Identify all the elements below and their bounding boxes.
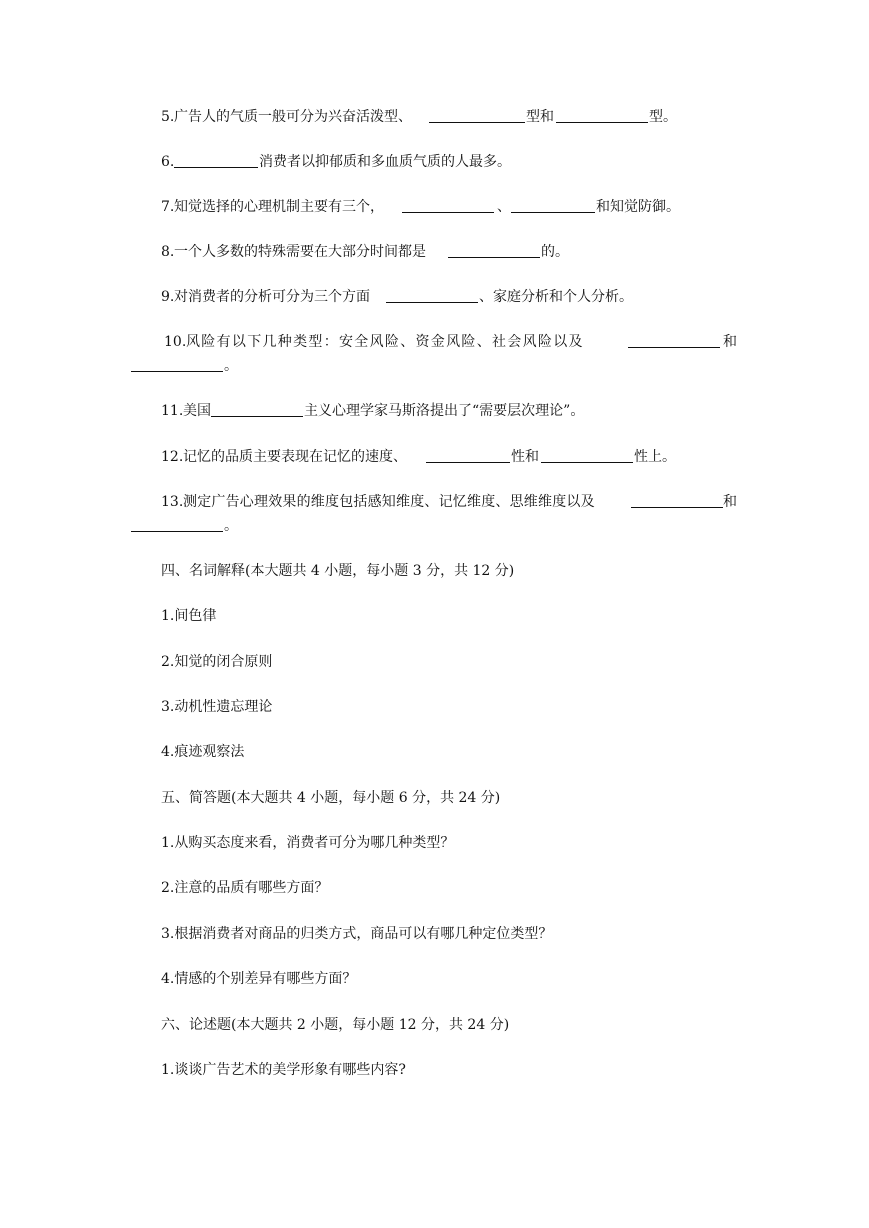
question-text: 广告人的气质一般可分为兴奋活泼型、 bbox=[174, 109, 412, 125]
question-text: 的。 bbox=[541, 244, 569, 260]
term-item: 3.动机性遗忘理论 bbox=[161, 699, 273, 715]
question-text: 和 bbox=[723, 334, 737, 350]
answer-blank[interactable] bbox=[426, 462, 510, 463]
answer-blank[interactable] bbox=[429, 122, 525, 123]
question-text: 记忆的品质主要表现在记忆的速度、 bbox=[183, 449, 407, 465]
fill-in-question-12 bbox=[0, 445, 869, 469]
fill-in-question-11 bbox=[0, 399, 869, 423]
fill-in-question-6 bbox=[0, 150, 869, 174]
question-text: 和知觉防御。 bbox=[596, 199, 680, 215]
question-text: 、 bbox=[497, 199, 511, 215]
question-text: 主义心理学家马斯洛提出了“需要层次理论”。 bbox=[304, 403, 585, 419]
question-text: 美国 bbox=[183, 403, 211, 419]
question-text: 消费者以抑郁质和多血质气质的人最多。 bbox=[259, 154, 511, 170]
term-item: 1.间色律 bbox=[161, 608, 217, 624]
essay-item: 1.谈谈广告艺术的美学形象有哪些内容? bbox=[161, 1062, 406, 1078]
section-5-item bbox=[0, 876, 869, 900]
question-number: 6. bbox=[161, 154, 175, 170]
question-number: 10. bbox=[164, 334, 187, 350]
term-item: 2.知觉的闭合原则 bbox=[161, 654, 273, 670]
question-number: 13. bbox=[161, 494, 184, 510]
section-4-heading bbox=[0, 559, 869, 583]
term-item: 4.痕迹观察法 bbox=[161, 744, 245, 760]
short-answer-item: 4.情感的个别差异有哪些方面？ bbox=[161, 971, 357, 987]
question-text: 对消费者的分析可分为三个方面 bbox=[174, 289, 370, 305]
answer-blank[interactable] bbox=[402, 212, 494, 213]
question-text: 型。 bbox=[649, 109, 677, 125]
fill-in-question-10 bbox=[0, 330, 869, 354]
answer-blank[interactable] bbox=[628, 347, 720, 348]
fill-in-question-13-continued bbox=[0, 514, 869, 538]
question-text: 性上。 bbox=[634, 449, 676, 465]
answer-blank[interactable] bbox=[386, 302, 478, 303]
section-5-heading bbox=[0, 786, 869, 810]
section-heading: 四、名词解释(本大题共 4 小题，每小题 3 分，共 12 分) bbox=[161, 563, 515, 579]
question-number: 9. bbox=[161, 289, 175, 305]
question-number: 7. bbox=[161, 199, 175, 215]
section-6-heading bbox=[0, 1013, 869, 1037]
fill-in-question-13 bbox=[0, 490, 869, 514]
answer-blank[interactable] bbox=[131, 371, 223, 372]
question-number: 5. bbox=[161, 109, 175, 125]
question-text: 型和 bbox=[526, 109, 554, 125]
answer-blank[interactable] bbox=[211, 416, 303, 417]
section-4-item bbox=[0, 740, 869, 764]
short-answer-item: 1.从购买态度来看，消费者可分为哪几种类型？ bbox=[161, 835, 455, 851]
section-4-item bbox=[0, 695, 869, 719]
question-text: 、家庭分析和个人分析。 bbox=[479, 289, 633, 305]
section-6-item bbox=[0, 1058, 869, 1082]
question-text: 测定广告心理效果的维度包括感知维度、记忆维度、思维维度以及 bbox=[183, 494, 595, 510]
question-number: 8. bbox=[161, 244, 175, 260]
answer-blank[interactable] bbox=[541, 462, 633, 463]
section-4-item bbox=[0, 604, 869, 628]
question-number: 12. bbox=[161, 449, 184, 465]
answer-blank[interactable] bbox=[631, 507, 723, 508]
fill-in-question-9 bbox=[0, 285, 869, 309]
question-text: 。 bbox=[224, 518, 238, 534]
answer-blank[interactable] bbox=[174, 167, 258, 168]
short-answer-item: 3.根据消费者对商品的归类方式，商品可以有哪几种定位类型？ bbox=[161, 926, 553, 942]
fill-in-question-8 bbox=[0, 240, 869, 264]
answer-blank[interactable] bbox=[556, 122, 648, 123]
section-5-item bbox=[0, 831, 869, 855]
answer-blank[interactable] bbox=[131, 531, 223, 532]
question-number: 11. bbox=[161, 403, 184, 419]
fill-in-question-10-continued bbox=[0, 354, 869, 378]
section-heading: 六、论述题(本大题共 2 小题，每小题 12 分，共 24 分) bbox=[161, 1017, 510, 1033]
section-5-item bbox=[0, 967, 869, 991]
question-text: 性和 bbox=[511, 449, 539, 465]
question-text: 。 bbox=[224, 358, 238, 374]
answer-blank[interactable] bbox=[511, 212, 595, 213]
section-4-item bbox=[0, 650, 869, 674]
answer-blank[interactable] bbox=[448, 257, 540, 258]
question-text: 风险有以下几种类型：安全风险、资金风险、社会风险以及 bbox=[186, 334, 584, 350]
fill-in-question-7 bbox=[0, 195, 869, 219]
question-text: 一个人多数的特殊需要在大部分时间都是 bbox=[174, 244, 426, 260]
question-text: 和 bbox=[723, 494, 737, 510]
question-text: 知觉选择的心理机制主要有三个， bbox=[174, 199, 384, 215]
short-answer-item: 2.注意的品质有哪些方面？ bbox=[161, 880, 329, 896]
fill-in-question-5 bbox=[0, 105, 869, 129]
section-5-item bbox=[0, 922, 869, 946]
section-heading: 五、简答题(本大题共 4 小题，每小题 6 分，共 24 分) bbox=[161, 790, 501, 806]
